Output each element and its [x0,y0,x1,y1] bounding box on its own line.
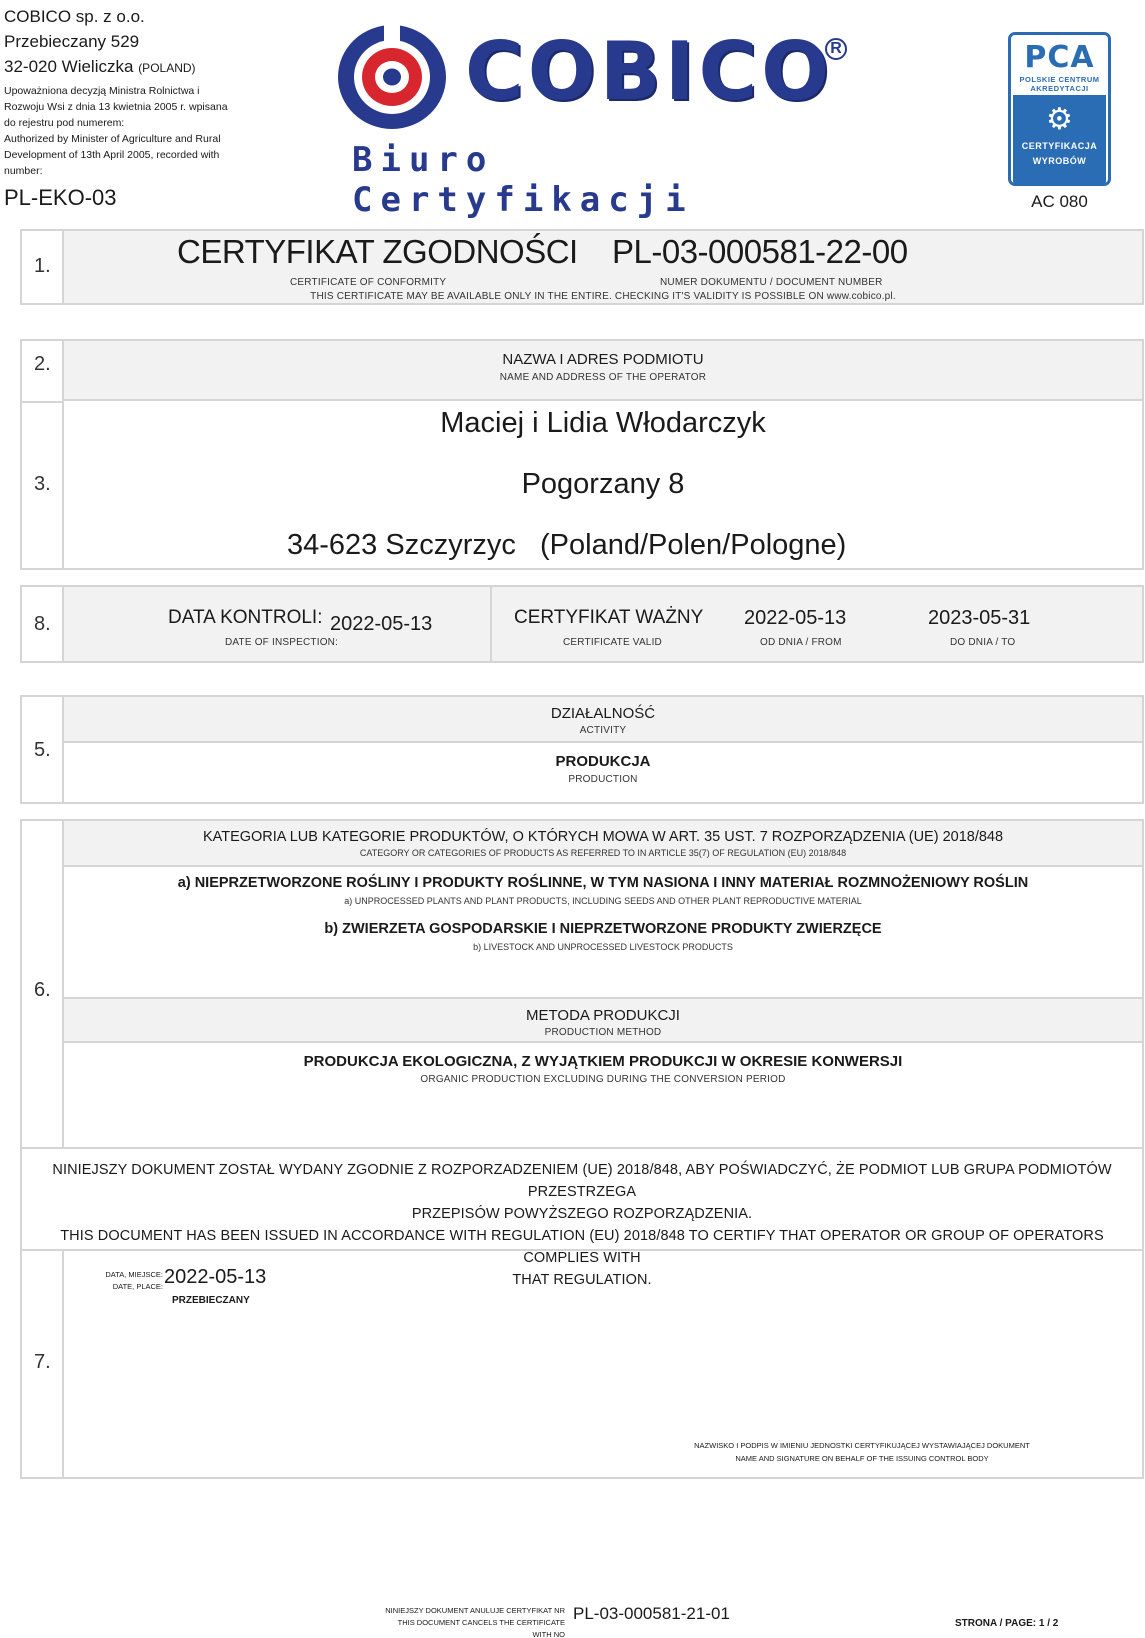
section-number: 1. [34,255,51,277]
pca-accreditation-badge [1008,32,1111,186]
validity-label: CERTYFIKAT WAŻNY [514,607,704,628]
certificate-title: CERTYFIKAT ZGODNOŚCI [177,233,578,270]
category-a: a) NIEPRZETWORZONE ROŚLINY I PRODUKTY ROŚLINNE, W TYM NASIONA I INNY MATERIAŁ ROZMNOŻENIOWY ROŚLIN [177,875,1029,891]
valid-from-date: 2022-05-13 [744,607,847,629]
category-a-en: a) UNPROCESSED PLANTS AND PLANT PRODUCTS, INCLUDING SEEDS AND OTHER PLANT REPRODUCTIVE MATERIAL [344,896,862,906]
inspection-label-en: DATE OF INSPECTION: [225,637,339,648]
authorization-text [4,83,234,179]
operator-label-en: NAME AND ADDRESS OF THE OPERATOR [499,372,707,383]
section-number: 7. [34,1351,51,1373]
section-operator [20,339,1144,570]
issuer-company: COBICO sp. z o.o. [4,7,145,26]
issue-date: 2022-05-13 [164,1266,267,1288]
pca-title: PCA [1024,40,1095,75]
section-inspection-validity [20,585,1144,663]
statement-en-line: THIS DOCUMENT HAS BEEN ISSUED IN ACCORDANCE WITH REGULATION (EU) 2018/848 TO CERTIFY THAT OPERATOR OR GROUP OF OPERATORS COMPLIES WITH [60,1228,1104,1266]
cobico-wordmark: COBICO [465,25,834,118]
registered-mark: R [825,38,847,60]
page-label: STRONA / PAGE: [955,1618,1037,1629]
valid-to-date: 2023-05-31 [928,607,1031,629]
activity-value: PRODUKCJA [555,753,651,770]
issue-place: PRZEBIECZANY [172,1295,250,1306]
page-indicator [955,1618,1058,1629]
pca-bottom-line: WYROBÓW [1032,156,1087,166]
section-number: 2. [34,353,51,375]
auth-pl-line: Upoważniona decyzją Ministra Rolnictwa i [4,85,200,97]
validity-label-en: CERTIFICATE VALID [563,637,662,648]
operator-name: Maciej i Lidia Włodarczyk [440,407,766,439]
activity-value-en: PRODUCTION [568,774,638,785]
category-b-en: b) LIVESTOCK AND UNPROCESSED LIVESTOCK PRODUCTS [473,942,733,952]
certificate-title-en: CERTIFICATE OF CONFORMITY [290,277,447,288]
pca-line: AKREDYTACJI [1030,84,1089,93]
issuer-address-block [4,4,234,211]
signature-label-en: NAME AND SIGNATURE ON BEHALF OF THE ISSUING CONTROL BODY [735,1454,989,1463]
issuer-city-line [4,54,234,81]
inspection-date: 2022-05-13 [330,613,433,635]
date-place-label [91,1269,163,1293]
method-label: METODA PRODUKCJI [526,1007,680,1024]
auth-en-line: Development of 13th April 2005, recorded with [4,149,220,161]
pca-bottom-line: CERTYFIKACJA [1021,141,1098,151]
section-activity [20,695,1144,804]
activity-label-en: ACTIVITY [579,725,627,736]
statement-en-line: THAT REGULATION. [512,1272,652,1288]
method-label-row [64,997,1142,1043]
issuer-city: 32-020 Wieliczka [4,57,134,76]
category-label: KATEGORIA LUB KATEGORIE PRODUKTÓW, O KTÓRYCH MOWA W ART. 35 UST. 7 ROZPORZĄDZENIA (UE) 2018/848 [202,829,1004,845]
operator-label: NAZWA I ADRES PODMIOTU [502,351,704,368]
cancel-label-en: THIS DOCUMENT CANCELS THE CERTIFICATE WITH NO [397,1618,565,1638]
section-certificate-title [20,229,1144,305]
gears-icon: ⚙ [1046,103,1073,136]
signature-label-pl: NAZWISKO I PODPIS W IMIENIU JEDNOSTKI CERTYFIKUJĄCEJ WYSTAWIAJĄCEJ DOKUMENT [694,1441,1030,1450]
section-number: 6. [34,979,51,1001]
cancel-label [385,1605,565,1638]
date-place-label-pl: DATA, MIEJSCE: [105,1270,163,1279]
category-label-row [64,821,1142,867]
document-number-label: NUMER DOKUMENTU / DOCUMENT NUMBER [660,277,883,288]
production-method-en: ORGANIC PRODUCTION EXCLUDING DURING THE CONVERSION PERIOD [420,1074,786,1085]
page-number: 1 / 2 [1038,1618,1059,1629]
valid-from-label: OD DNIA / FROM [760,637,842,648]
registration-number: PL-EKO-03 [4,185,117,210]
logo-subtitle: Biuro Certyfikacji [352,140,694,220]
document-number: PL-03-000581-22-00 [612,233,908,270]
date-place-label-en: DATE, PLACE: [112,1282,163,1291]
operator-label-row [64,341,1142,401]
signature-label [672,1439,1052,1465]
section-products-method [20,819,1144,1149]
issuer-country: (POLAND) [138,61,196,75]
section-number: 8. [34,613,51,635]
inspection-label: DATA KONTROLI: [168,607,323,628]
auth-pl-line: Rozwoju Wsi z dnia 13 kwietnia 2005 r. wpisana [4,101,228,113]
cancelled-certificate-number: PL-03-000581-21-01 [573,1604,730,1623]
method-label-en: PRODUCTION METHOD [544,1027,662,1038]
operator-country: (Poland/Polen/Pologne) [540,529,847,561]
statement-pl-line: PRZEPISÓW POWYŻSZEGO ROZPORZĄDZENIA. [411,1206,753,1222]
cancel-label-pl: NINIEJSZY DOKUMENT ANULUJE CERTYFIKAT NR [385,1606,565,1615]
auth-en-line: Authorized by Minister of Agriculture and Rural [4,133,221,145]
valid-to-label: DO DNIA / TO [950,637,1016,648]
statement-pl-line: NINIEJSZY DOKUMENT ZOSTAŁ WYDANY ZGODNIE Z ROZPORZADZENIEM (UE) 2018/848, ABY POŚWIADCZYĆ, ŻE PODMIOT LUB GRUPA PODMIOTÓW PRZESTRZEGA [52,1162,1112,1200]
section-number: 5. [34,739,51,761]
activity-label-row [64,697,1142,743]
accreditation-code: AC 080 [1031,192,1088,211]
category-label-en: CATEGORY OR CATEGORIES OF PRODUCTS AS REFERRED TO IN ARTICLE 35(7) OF REGULATION (EU) 2018/848 [359,848,847,858]
validity-note: THIS CERTIFICATE MAY BE AVAILABLE ONLY IN THE ENTIRE. CHECKING IT'S VALIDITY IS POSSIBLE ON www.cobico.pl. [310,291,896,302]
section-signature [20,1251,1144,1479]
auth-en-line: number: [4,165,43,177]
cobico-emblem-icon [335,22,450,132]
production-method: PRODUKCJA EKOLOGICZNA, Z WYJĄTKIEM PRODUKCJI W OKRESIE KONWERSJI [303,1053,903,1070]
activity-label: DZIAŁALNOŚĆ [550,705,656,722]
auth-pl-line: do rejestru pod numerem: [4,117,125,129]
cobico-logo [335,22,855,220]
operator-street: Pogorzany 8 [521,468,685,500]
pca-line: POLSKIE CENTRUM [1019,75,1100,84]
section-number: 3. [34,473,51,495]
operator-city: 34-623 Szczyrzyc [287,529,516,561]
category-b: b) ZWIERZETA GOSPODARSKIE I NIEPRZETWORZONE PRODUKTY ZWIERZĘCE [324,921,882,937]
issuer-street: Przebieczany 529 [4,32,140,51]
